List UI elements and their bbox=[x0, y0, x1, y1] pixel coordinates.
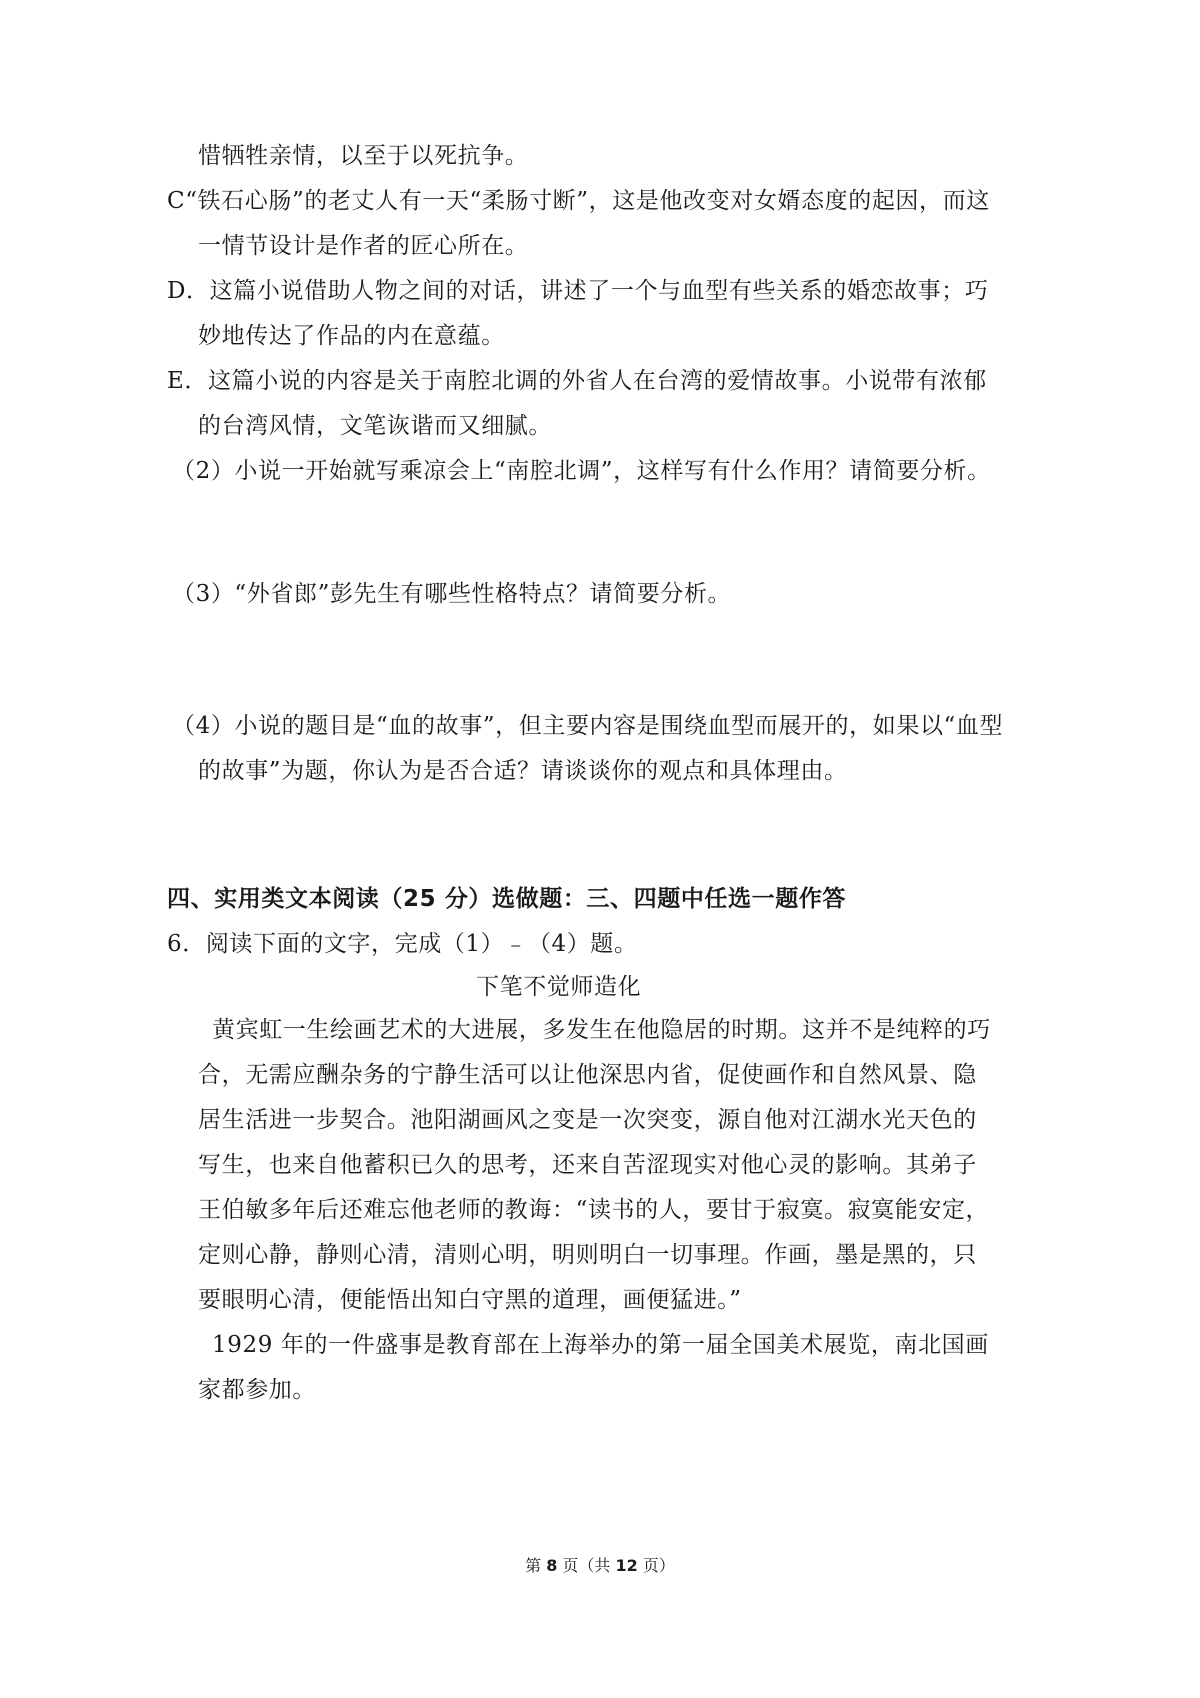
question-6-prompt: 6．阅读下面的文字，完成（1）﹣（4）题。 bbox=[167, 931, 638, 957]
paragraph-2-line-2: 家都参加。 bbox=[198, 1377, 316, 1403]
section-heading: 四、实用类文本阅读（25 分）选做题：三、四题中任选一题作答 bbox=[167, 886, 847, 912]
option-d-line-1: D．这篇小说借助人物之间的对话，讲述了一个与血型有些关系的婚恋故事；巧 bbox=[167, 278, 989, 304]
footer-total-pages: 12 bbox=[615, 1556, 638, 1575]
option-c-line-1: C“铁石心肠”的老丈人有一天“柔肠寸断”，这是他改变对女婿态度的起因，而这 bbox=[167, 188, 990, 214]
paragraph-1-line-3: 居生活进一步契合。池阳湖画风之变是一次突变，源自他对江湖水光天色的 bbox=[198, 1107, 977, 1133]
footer-prefix: 第 bbox=[525, 1556, 547, 1575]
question-3: （3）“外省郎”彭先生有哪些性格特点？请简要分析。 bbox=[172, 581, 732, 607]
paragraph-1-line-4: 写生，也来自他蓄积已久的思考，还来自苦涩现实对他心灵的影响。其弟子 bbox=[198, 1152, 977, 1178]
paragraph-1-line-7: 要眼明心清，便能悟出知白守黑的道理，画便猛进。” bbox=[198, 1287, 742, 1313]
paragraph-1-line-1: 黄宾虹一生绘画艺术的大进展，多发生在他隐居的时期。这并不是纯粹的巧 bbox=[212, 1017, 991, 1043]
footer-middle: 页（共 bbox=[557, 1556, 616, 1575]
footer-page-number: 8 bbox=[546, 1556, 558, 1575]
option-e-line-2: 的台湾风情，文笔诙谐而又细腻。 bbox=[198, 413, 552, 439]
paragraph-1-line-2: 合，无需应酬杂务的宁静生活可以让他深思内省，促使画作和自然风景、隐 bbox=[198, 1062, 977, 1088]
option-b-continuation: 惜牺牲亲情，以至于以死抗争。 bbox=[198, 143, 529, 169]
option-c-line-2: 一情节设计是作者的匠心所在。 bbox=[198, 233, 529, 259]
paragraph-1-line-5: 王伯敏多年后还难忘他老师的教诲：“读书的人，要甘于寂寞。寂寞能安定， bbox=[198, 1197, 990, 1223]
question-4-line-2: 的故事”为题，你认为是否合适？请谈谈你的观点和具体理由。 bbox=[198, 758, 848, 784]
paragraph-1-line-6: 定则心静，静则心清，清则心明，明则明白一切事理。作画，墨是黑的，只 bbox=[198, 1242, 977, 1268]
paragraph-2-line-1: 1929 年的一件盛事是教育部在上海举办的第一届全国美术展览，南北国画 bbox=[212, 1332, 989, 1358]
option-e-line-1: E．这篇小说的内容是关于南腔北调的外省人在台湾的爱情故事。小说带有浓郁 bbox=[167, 368, 987, 394]
option-d-line-2: 妙地传达了作品的内在意蕴。 bbox=[198, 323, 505, 349]
page-footer bbox=[0, 1555, 1200, 1577]
article-title: 下笔不觉师造化 bbox=[476, 974, 642, 1000]
question-2: （2）小说一开始就写乘凉会上“南腔北调”，这样写有什么作用？请简要分析。 bbox=[172, 458, 991, 484]
footer-suffix: 页） bbox=[637, 1556, 675, 1575]
question-4-line-1: （4）小说的题目是“血的故事”，但主要内容是围绕血型而展开的，如果以“血型 bbox=[172, 713, 1004, 739]
